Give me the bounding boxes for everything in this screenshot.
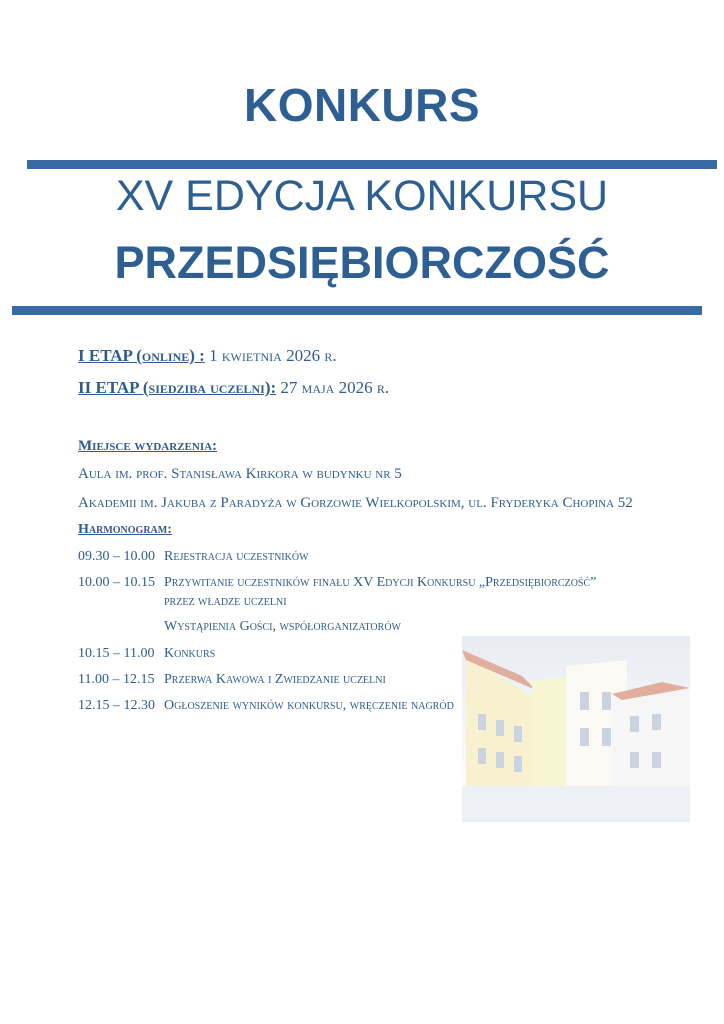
venue-heading: Miejsce wydarzenia: (78, 438, 218, 454)
schedule-text: Rejestracja uczestników (164, 549, 309, 564)
bottom-divider (12, 306, 702, 315)
schedule-text: Przerwa Kawowa i Zwiedzanie uczelni (164, 672, 386, 687)
stage-1 (78, 346, 337, 366)
stage-1-label: I ETAP (online) : (78, 346, 205, 365)
stage-2-label: II ETAP (siedziba uczelni): (78, 378, 277, 397)
schedule-item-4 (78, 672, 386, 688)
schedule-item-2-guests: Wystąpienia Gości, współorganizatorów (164, 619, 401, 634)
schedule-text: Konkurs (164, 646, 216, 661)
schedule-item-2 (78, 575, 596, 591)
schedule-time: 10.15 – 11.00 (78, 646, 155, 661)
schedule-text: Ogłoszenie wyników konkursu, wręczenie nagród (164, 698, 454, 713)
venue-line-1: Aula im. prof. Stanisława Kirkora w budynku nr 5 (78, 466, 402, 482)
venue-line-2: Akademii im. Jakuba z Paradyża w Gorzowie Wielkopolskim, ul. Fryderyka Chopina 52 (78, 495, 633, 511)
edition-heading: XV EDYCJA KONKURSU (115, 172, 609, 220)
schedule-time: 12.15 – 12.30 (78, 698, 155, 713)
top-divider (27, 160, 717, 169)
stage-1-date: 1 kwietnia 2026 r. (209, 346, 337, 365)
schedule-item-5 (78, 698, 454, 714)
contest-name: PRZEDSIĘBIORCZOŚĆ (114, 237, 610, 288)
schedule-item-2-continued: przez władze uczelni (164, 594, 287, 609)
schedule-time: 11.00 – 12.15 (78, 672, 155, 687)
building-illustration (462, 636, 690, 822)
schedule-text: Przywitanie uczestników finału XV Edycji Konkursu „Przedsiębiorczość” (164, 575, 597, 590)
schedule-item-3 (78, 646, 215, 662)
stage-2 (78, 378, 389, 398)
schedule-time: 10.00 – 10.15 (78, 575, 155, 590)
schedule-time: 09.30 – 10.00 (78, 549, 155, 564)
page-title: KONKURS (243, 79, 481, 131)
schedule-heading: Harmonogram: (78, 522, 172, 537)
stage-2-date: 27 maja 2026 r. (280, 378, 390, 397)
schedule-item-1 (78, 549, 309, 565)
